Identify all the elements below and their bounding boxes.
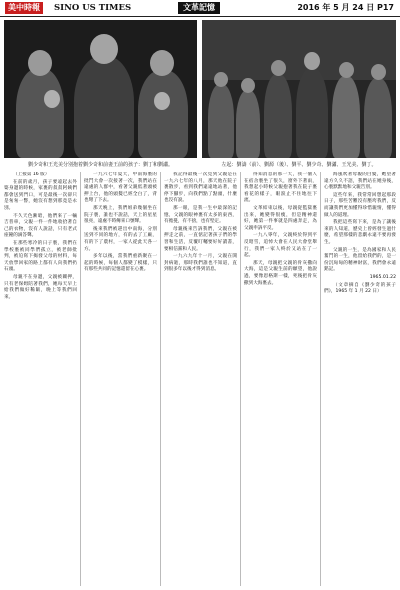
paragraph: 一九八零年，父親終於得到平反昭雪，追悼大會在人民大會堂舉行，我們一家人終於又站在了一起。 (244, 233, 317, 259)
article-column-4 (244, 172, 317, 586)
paragraph: 海風吹著母親的白髮，她望著遠方久久不語，我們站在她身後，心裏默默地和父親告別。 (324, 172, 396, 191)
column-divider (320, 172, 321, 586)
paragraph: 母親後來告訴我們，父親在被押走之前，一直惦記著孩子們的學習和生活，反覆叮囑要好好讀書，要相信黨和人民。 (164, 226, 237, 252)
paragraph: 一九六七年夏天，中南海裏的批鬥大會一次接著一次，我們站在遠處的人群中，看著父親低著頭被押上台，他的頭髮已經全白了，背也彎了下去。 (84, 172, 157, 204)
paragraph: （上接第 16 版） (13, 172, 50, 177)
masthead (0, 0, 400, 17)
paragraph: 這些年來，我常常回想起那段日子，那些苦難沒有壓垮我們，反而讓我們更加懂得珍惜親情，懂得做人的道理。 (324, 192, 396, 218)
column-divider (80, 172, 81, 586)
section-title: 文革記憶 (178, 2, 220, 14)
column-divider (240, 172, 241, 586)
paragraph: 不久天色漸暗，他們來了一輛吉普車，父親一件一件地收拾著自己的衣物，沒有人說話，只有老式座鐘的滴答聲。 (4, 213, 77, 239)
article-column-1 (4, 172, 77, 586)
newspaper-name-cn: 美中時報 (5, 2, 43, 14)
article-column-2 (84, 172, 157, 586)
column-divider (160, 172, 161, 586)
article-column-3 (164, 172, 237, 586)
family-photo-right (202, 20, 396, 158)
family-photo-left (4, 20, 197, 158)
photo-caption-right: 左起：劉濤（前）、劉源（後）、劉平、劉少奇、劉瀟、王光美、劉丁。 (221, 162, 377, 168)
paragraph: 得知消息的那一天，我一個人在宿舍裏坐了很久，窗外下著雨，我想起小時候父親抱著我在院子裏看花的樣子，眼淚止不住地往下流。 (244, 172, 317, 204)
paragraph: 那天，母親把父親的骨灰撒向大海，這是父親生前的願望，他說過，要像恩格斯一樣，死後把骨灰撒到大海裏去。 (244, 260, 317, 286)
photo-caption-left: 劉少奇和王光美分別抱着劉少奇和前妻王前的孩子：劉丁和劉瀟。 (27, 162, 173, 168)
paragraph: 在那些寒冷的日子裏，我們在學校裏被同學們孤立，被老師批判，被迫寫下揭發父母的材料，每天放學回家的路上都有人向我們扔石頭。 (4, 240, 77, 273)
paragraph: 後來我們被趕出中南海，分別送到不同的地方，有的去了工廠，有的下了農村，一家人從此天各一方。 (84, 226, 157, 252)
paragraph: 那天晚上，我們姐弟幾個坐在院子裏，誰也不說話，天上的星星很亮，遠處不時傳來口號聲。 (84, 205, 157, 225)
article-dateline: 1965.01.22 (369, 274, 396, 280)
paragraph: 父親的一生，是為國家和人民奮鬥的一生，他留給我們的，是一份沉甸甸的精神財富，我們會永遠銘記。 (324, 247, 396, 273)
paragraph: 那一眼，是我一生中最深的記憶，父親的眼神裏有太多的東西，有擔憂，有不捨，也有堅定。 (164, 205, 237, 225)
paragraph: 一九六九年十一月，父親在開封病逝，那時我們誰也不知道，直到很多年以後才得到消息。 (164, 254, 237, 273)
paragraph: 母親不在身邊，父親被關押，只有老保姆陪著我們，她每天早上給我們做好稀飯，晚上等我們回來。 (4, 274, 77, 300)
paragraph: 我記得最後一次見到父親是在一九六七年的八月，那天他在院子裏散步，看到我們遠遠地站著，他停下腳步，向我們點了點頭，什麼也沒有說。 (164, 172, 237, 204)
issue-date-page: 2016 年 5 月 24 日 P17 (297, 3, 394, 12)
paragraph: 我把這些寫下來，是為了讓後來的人知道，歷史上曾經發生過什麼，希望那樣的悲劇永遠不要再發生。 (324, 220, 396, 245)
article-attribution: （文章摘自《劉少奇的孩子們》，1965 年 1 月 22 日） (324, 282, 396, 295)
paragraph: 多年以後，當我們重新聚在一起的時候，每個人都變了模樣，只有那些共同的記憶還留在心裏。 (84, 254, 157, 273)
paragraph: 文革結束以後，母親從監獄裏出來，她變得很瘦，但是精神還好，她第一件事就是四處奔走，為父親申訴平反。 (244, 205, 317, 231)
paragraph: 在前的歲月，孩子要遠起去外婆身邊的時候，家裏的叔叔阿姨們都會送到門口，可是最後一次卻只是匆匆一瞥，她沒有想到那竟是永別。 (4, 179, 77, 211)
article-column-5 (324, 172, 396, 586)
newspaper-name-en: SINO US TIMES (54, 3, 132, 13)
article-body (4, 172, 396, 586)
